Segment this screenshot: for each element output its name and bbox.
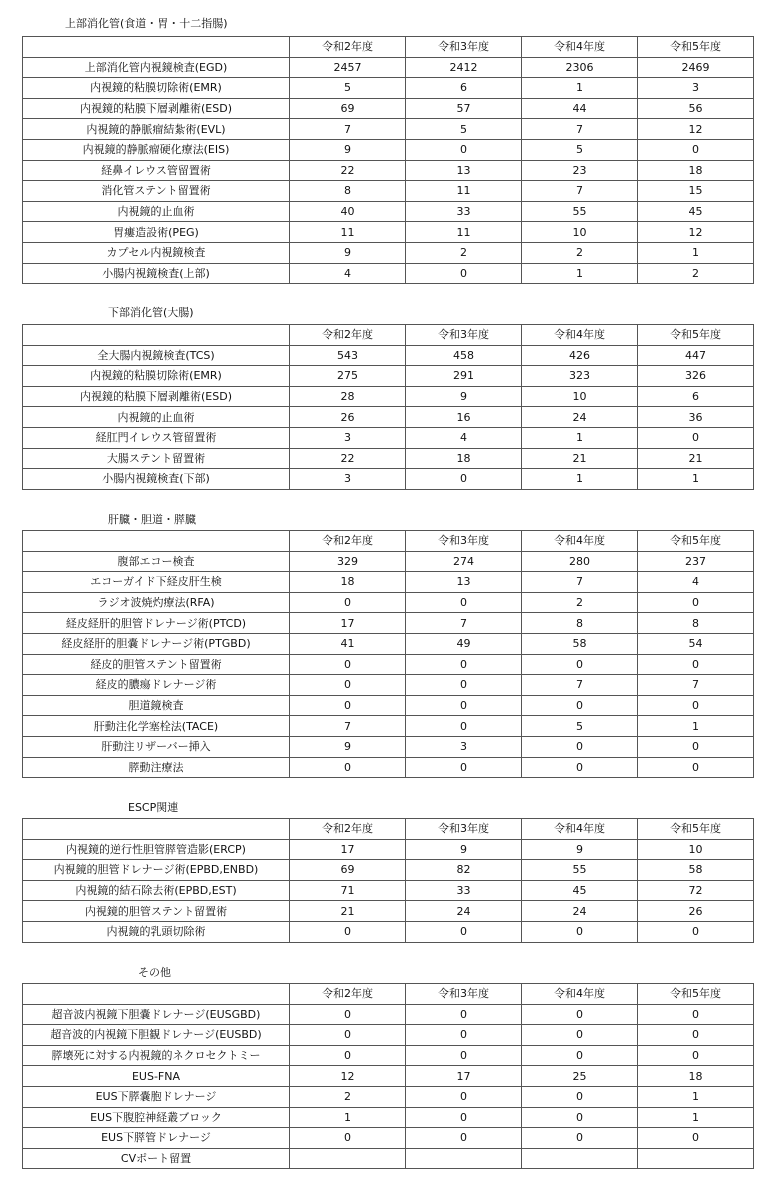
count-cell: 2: [406, 242, 522, 263]
table-other: [22, 983, 754, 1169]
count-cell: 69: [290, 860, 406, 881]
count-cell: 0: [522, 1128, 638, 1149]
count-cell: 0: [290, 675, 406, 696]
count-cell: 0: [406, 592, 522, 613]
count-cell: 0: [522, 654, 638, 675]
year-header-cell: 令和5年度: [638, 531, 754, 552]
header-row: [23, 37, 754, 58]
procedure-label-cell: 経皮経肝的胆管ドレナージ術(PTCD): [23, 613, 290, 634]
count-cell: 323: [522, 366, 638, 387]
count-cell: 0: [290, 1045, 406, 1066]
table-row: [23, 1128, 754, 1149]
year-header-cell: 令和3年度: [406, 37, 522, 58]
count-cell: 0: [522, 1107, 638, 1128]
count-cell: 0: [638, 1045, 754, 1066]
count-cell: 2306: [522, 57, 638, 78]
count-cell: 326: [638, 366, 754, 387]
count-cell: 1: [522, 469, 638, 490]
count-cell: 0: [406, 921, 522, 942]
count-cell: 22: [290, 160, 406, 181]
section-upper-gi: [0, 14, 772, 34]
procedure-label-cell: 経皮経肝的胆嚢ドレナージ術(PTGBD): [23, 633, 290, 654]
count-cell: 10: [522, 386, 638, 407]
year-header-cell: 令和3年度: [406, 819, 522, 840]
count-cell: 0: [638, 427, 754, 448]
count-cell: 1: [638, 1107, 754, 1128]
table-upper-gi: [22, 36, 754, 284]
table-row: [23, 119, 754, 140]
count-cell: 0: [406, 1086, 522, 1107]
procedure-label-cell: 上部消化管内視鏡検査(EGD): [23, 57, 290, 78]
procedure-label-cell: カプセル内視鏡検査: [23, 242, 290, 263]
count-cell: 0: [406, 695, 522, 716]
count-cell: 24: [522, 407, 638, 428]
procedure-label-cell: 消化管ステント留置術: [23, 181, 290, 202]
procedure-label-cell: 内視鏡的胆管ステント留置術: [23, 901, 290, 922]
table-row: [23, 1148, 754, 1169]
count-cell: 26: [638, 901, 754, 922]
count-cell: 23: [522, 160, 638, 181]
count-cell: 0: [522, 921, 638, 942]
count-cell: 3: [638, 78, 754, 99]
count-cell: 9: [290, 736, 406, 757]
count-cell: 0: [406, 139, 522, 160]
count-cell: 7: [290, 716, 406, 737]
count-cell: 1: [638, 716, 754, 737]
procedure-label-cell: 小腸内視鏡検査(下部): [23, 469, 290, 490]
year-header-cell: 令和2年度: [290, 984, 406, 1005]
count-cell: 0: [290, 1025, 406, 1046]
table-row: [23, 57, 754, 78]
count-cell: 24: [522, 901, 638, 922]
procedure-label-cell: 超音波的内視鏡下胆観ドレナージ(EUSBD): [23, 1025, 290, 1046]
count-cell: 3: [406, 736, 522, 757]
count-cell: 2457: [290, 57, 406, 78]
count-cell: 0: [638, 654, 754, 675]
year-header-cell: 令和4年度: [522, 325, 638, 346]
count-cell: 1: [638, 242, 754, 263]
count-cell: 5: [522, 139, 638, 160]
table-row: [23, 1045, 754, 1066]
count-cell: 54: [638, 633, 754, 654]
count-cell: 543: [290, 345, 406, 366]
procedure-label-cell: 腹部エコー検査: [23, 551, 290, 572]
count-cell: 0: [638, 695, 754, 716]
count-cell: 274: [406, 551, 522, 572]
count-cell: 45: [638, 201, 754, 222]
count-cell: 22: [290, 448, 406, 469]
table-row: [23, 427, 754, 448]
count-cell: 4: [290, 263, 406, 284]
count-cell: 8: [290, 181, 406, 202]
count-cell: 1: [522, 427, 638, 448]
count-cell: 8: [638, 613, 754, 634]
procedure-label-cell: 膵動注療法: [23, 757, 290, 778]
count-cell: 57: [406, 98, 522, 119]
count-cell: 10: [522, 222, 638, 243]
count-cell: 28: [290, 386, 406, 407]
count-cell: 4: [638, 572, 754, 593]
count-cell: 7: [522, 119, 638, 140]
table-row: [23, 757, 754, 778]
count-cell: 0: [290, 921, 406, 942]
count-cell: 0: [638, 921, 754, 942]
section-title: 上部消化管(食道・胃・十二指腸): [65, 17, 228, 30]
count-cell: 2: [290, 1086, 406, 1107]
procedure-label-cell: CVポート留置: [23, 1148, 290, 1169]
count-cell: 0: [638, 1128, 754, 1149]
section-title: ESCP関連: [128, 801, 179, 814]
table-row: [23, 366, 754, 387]
count-cell: 2469: [638, 57, 754, 78]
count-cell: 7: [522, 675, 638, 696]
year-header-cell: 令和5年度: [638, 325, 754, 346]
year-header-cell: 令和4年度: [522, 984, 638, 1005]
count-cell: 2412: [406, 57, 522, 78]
count-cell: [638, 1148, 754, 1169]
count-cell: 11: [290, 222, 406, 243]
count-cell: 41: [290, 633, 406, 654]
table-row: [23, 1107, 754, 1128]
procedure-label-cell: 内視鏡的静脈瘤硬化療法(EIS): [23, 139, 290, 160]
procedure-label-cell: 内視鏡的粘膜切除術(EMR): [23, 78, 290, 99]
procedure-label-cell: 内視鏡的止血術: [23, 201, 290, 222]
table-row: [23, 407, 754, 428]
table-row: [23, 736, 754, 757]
procedure-label-cell: 経鼻イレウス管留置術: [23, 160, 290, 181]
count-cell: 58: [522, 633, 638, 654]
procedure-label-cell: EUS-FNA: [23, 1066, 290, 1087]
year-header-cell: 令和5年度: [638, 37, 754, 58]
year-header-cell: 令和5年度: [638, 819, 754, 840]
count-cell: 426: [522, 345, 638, 366]
count-cell: 5: [522, 716, 638, 737]
count-cell: 56: [638, 98, 754, 119]
count-cell: 49: [406, 633, 522, 654]
count-cell: 0: [290, 1128, 406, 1149]
procedure-label-cell: 肝動注化学塞栓法(TACE): [23, 716, 290, 737]
header-blank-cell: [23, 819, 290, 840]
procedure-label-cell: 小腸内視鏡検査(上部): [23, 263, 290, 284]
count-cell: 5: [406, 119, 522, 140]
count-cell: 2: [638, 263, 754, 284]
count-cell: 33: [406, 880, 522, 901]
count-cell: 2: [522, 242, 638, 263]
header-blank-cell: [23, 531, 290, 552]
count-cell: 13: [406, 572, 522, 593]
table-row: [23, 1025, 754, 1046]
count-cell: 9: [290, 242, 406, 263]
count-cell: 0: [522, 757, 638, 778]
header-row: [23, 325, 754, 346]
count-cell: 10: [638, 839, 754, 860]
count-cell: 18: [638, 160, 754, 181]
count-cell: 25: [522, 1066, 638, 1087]
count-cell: 0: [638, 757, 754, 778]
count-cell: 11: [406, 222, 522, 243]
count-cell: 3: [290, 427, 406, 448]
section-title: 下部消化管(大腸): [108, 306, 194, 319]
header-blank-cell: [23, 984, 290, 1005]
table-row: [23, 242, 754, 263]
count-cell: 21: [290, 901, 406, 922]
count-cell: 17: [290, 839, 406, 860]
year-header-cell: 令和2年度: [290, 37, 406, 58]
count-cell: 55: [522, 201, 638, 222]
count-cell: 9: [406, 386, 522, 407]
count-cell: [290, 1148, 406, 1169]
procedure-label-cell: 膵壊死に対する内視鏡的ネクロセクトミー: [23, 1045, 290, 1066]
table-row: [23, 201, 754, 222]
header-row: [23, 819, 754, 840]
count-cell: 17: [406, 1066, 522, 1087]
year-header-cell: 令和2年度: [290, 531, 406, 552]
year-header-cell: 令和4年度: [522, 531, 638, 552]
count-cell: 21: [522, 448, 638, 469]
count-cell: 13: [406, 160, 522, 181]
count-cell: 7: [290, 119, 406, 140]
count-cell: 9: [406, 839, 522, 860]
table-row: [23, 1086, 754, 1107]
count-cell: 0: [406, 1045, 522, 1066]
count-cell: 0: [406, 675, 522, 696]
count-cell: 447: [638, 345, 754, 366]
procedure-label-cell: EUS下膵嚢胞ドレナージ: [23, 1086, 290, 1107]
table-row: [23, 675, 754, 696]
count-cell: 0: [406, 1107, 522, 1128]
count-cell: 1: [522, 263, 638, 284]
count-cell: 1: [638, 469, 754, 490]
count-cell: 275: [290, 366, 406, 387]
procedure-label-cell: 内視鏡的粘膜切除術(EMR): [23, 366, 290, 387]
count-cell: 7: [638, 675, 754, 696]
table-row: [23, 469, 754, 490]
table-row: [23, 222, 754, 243]
table-row: [23, 551, 754, 572]
procedure-label-cell: 経皮的膿瘍ドレナージ術: [23, 675, 290, 696]
table-row: [23, 592, 754, 613]
count-cell: 0: [406, 1128, 522, 1149]
count-cell: 24: [406, 901, 522, 922]
count-cell: 0: [522, 736, 638, 757]
count-cell: [522, 1148, 638, 1169]
table-row: [23, 1004, 754, 1025]
count-cell: 0: [522, 1025, 638, 1046]
table-row: [23, 448, 754, 469]
table-row: [23, 345, 754, 366]
table-row: [23, 839, 754, 860]
count-cell: 0: [406, 654, 522, 675]
procedure-label-cell: 内視鏡的逆行性胆管膵管造影(ERCP): [23, 839, 290, 860]
count-cell: 237: [638, 551, 754, 572]
table-row: [23, 695, 754, 716]
count-cell: 0: [406, 716, 522, 737]
count-cell: 55: [522, 860, 638, 881]
table-row: [23, 572, 754, 593]
year-header-cell: 令和2年度: [290, 819, 406, 840]
procedure-label-cell: 内視鏡的静脈瘤結紮術(EVL): [23, 119, 290, 140]
count-cell: 0: [290, 592, 406, 613]
section-title: 肝臓・胆道・膵臓: [108, 513, 196, 526]
year-header-cell: 令和4年度: [522, 37, 638, 58]
count-cell: 0: [522, 1004, 638, 1025]
table-row: [23, 1066, 754, 1087]
count-cell: 36: [638, 407, 754, 428]
count-cell: 33: [406, 201, 522, 222]
count-cell: 280: [522, 551, 638, 572]
procedure-label-cell: エコーガイド下経皮肝生検: [23, 572, 290, 593]
procedure-label-cell: 内視鏡的乳頭切除術: [23, 921, 290, 942]
count-cell: 5: [290, 78, 406, 99]
count-cell: 16: [406, 407, 522, 428]
year-header-cell: 令和3年度: [406, 984, 522, 1005]
count-cell: 6: [638, 386, 754, 407]
procedure-label-cell: 経肛門イレウス管留置術: [23, 427, 290, 448]
count-cell: 45: [522, 880, 638, 901]
count-cell: 82: [406, 860, 522, 881]
table-row: [23, 860, 754, 881]
table-row: [23, 139, 754, 160]
section-escp: [0, 798, 772, 818]
count-cell: 69: [290, 98, 406, 119]
procedure-label-cell: 内視鏡的胆管ドレナージ術(EPBD,ENBD): [23, 860, 290, 881]
count-cell: 0: [522, 1086, 638, 1107]
header-blank-cell: [23, 325, 290, 346]
count-cell: 0: [522, 695, 638, 716]
count-cell: 7: [522, 181, 638, 202]
count-cell: 40: [290, 201, 406, 222]
count-cell: 2: [522, 592, 638, 613]
count-cell: 0: [290, 757, 406, 778]
count-cell: 9: [290, 139, 406, 160]
count-cell: 0: [406, 757, 522, 778]
table-row: [23, 880, 754, 901]
count-cell: 7: [406, 613, 522, 634]
table-row: [23, 716, 754, 737]
count-cell: 26: [290, 407, 406, 428]
count-cell: 0: [406, 263, 522, 284]
procedure-label-cell: 内視鏡的止血術: [23, 407, 290, 428]
table-row: [23, 78, 754, 99]
count-cell: 0: [522, 1045, 638, 1066]
count-cell: 12: [290, 1066, 406, 1087]
procedure-label-cell: 大腸ステント留置術: [23, 448, 290, 469]
count-cell: 0: [290, 1004, 406, 1025]
count-cell: 11: [406, 181, 522, 202]
year-header-cell: 令和3年度: [406, 531, 522, 552]
header-blank-cell: [23, 37, 290, 58]
table-escp: [22, 818, 754, 943]
procedure-label-cell: 肝動注リザーバー挿入: [23, 736, 290, 757]
section-other: [0, 963, 772, 983]
year-header-cell: 令和2年度: [290, 325, 406, 346]
count-cell: 0: [638, 736, 754, 757]
count-cell: 7: [522, 572, 638, 593]
header-row: [23, 984, 754, 1005]
section-title: その他: [138, 966, 171, 979]
table-row: [23, 921, 754, 942]
count-cell: 8: [522, 613, 638, 634]
table-row: [23, 901, 754, 922]
table-row: [23, 263, 754, 284]
procedure-label-cell: 内視鏡的粘膜下層剥離術(ESD): [23, 98, 290, 119]
procedure-label-cell: 超音波内視鏡下胆嚢ドレナージ(EUSGBD): [23, 1004, 290, 1025]
count-cell: 0: [406, 469, 522, 490]
year-header-cell: 令和3年度: [406, 325, 522, 346]
count-cell: 0: [638, 139, 754, 160]
section-liver-biliary-pancreas: [0, 510, 772, 530]
count-cell: 18: [406, 448, 522, 469]
count-cell: 1: [522, 78, 638, 99]
count-cell: 6: [406, 78, 522, 99]
procedure-label-cell: 内視鏡的粘膜下層剥離術(ESD): [23, 386, 290, 407]
count-cell: 291: [406, 366, 522, 387]
count-cell: 4: [406, 427, 522, 448]
table-lower-gi: [22, 324, 754, 490]
table-row: [23, 98, 754, 119]
procedure-label-cell: EUS下腹腔神経叢ブロック: [23, 1107, 290, 1128]
count-cell: 12: [638, 222, 754, 243]
count-cell: 58: [638, 860, 754, 881]
table-row: [23, 181, 754, 202]
procedure-label-cell: 経皮的胆管ステント留置術: [23, 654, 290, 675]
count-cell: 0: [638, 592, 754, 613]
count-cell: 18: [290, 572, 406, 593]
count-cell: 1: [290, 1107, 406, 1128]
count-cell: 329: [290, 551, 406, 572]
table-row: [23, 160, 754, 181]
count-cell: 0: [406, 1004, 522, 1025]
procedure-label-cell: 内視鏡的結石除去術(EPBD,EST): [23, 880, 290, 901]
count-cell: 0: [290, 654, 406, 675]
count-cell: 12: [638, 119, 754, 140]
count-cell: 44: [522, 98, 638, 119]
count-cell: 15: [638, 181, 754, 202]
count-cell: 3: [290, 469, 406, 490]
procedure-label-cell: EUS下膵管ドレナージ: [23, 1128, 290, 1149]
table-row: [23, 633, 754, 654]
table-row: [23, 654, 754, 675]
header-row: [23, 531, 754, 552]
count-cell: 0: [638, 1004, 754, 1025]
count-cell: 458: [406, 345, 522, 366]
count-cell: 0: [406, 1025, 522, 1046]
section-lower-gi: [0, 303, 772, 323]
count-cell: 21: [638, 448, 754, 469]
count-cell: 17: [290, 613, 406, 634]
count-cell: [406, 1148, 522, 1169]
year-header-cell: 令和4年度: [522, 819, 638, 840]
count-cell: 1: [638, 1086, 754, 1107]
count-cell: 0: [638, 1025, 754, 1046]
count-cell: 71: [290, 880, 406, 901]
table-liver-biliary-pancreas: [22, 530, 754, 778]
table-row: [23, 386, 754, 407]
table-row: [23, 613, 754, 634]
count-cell: 72: [638, 880, 754, 901]
procedure-label-cell: 胆道鏡検査: [23, 695, 290, 716]
procedure-label-cell: 全大腸内視鏡検査(TCS): [23, 345, 290, 366]
procedure-label-cell: ラジオ波焼灼療法(RFA): [23, 592, 290, 613]
count-cell: 9: [522, 839, 638, 860]
count-cell: 0: [290, 695, 406, 716]
year-header-cell: 令和5年度: [638, 984, 754, 1005]
procedure-label-cell: 胃瘻造設術(PEG): [23, 222, 290, 243]
count-cell: 18: [638, 1066, 754, 1087]
